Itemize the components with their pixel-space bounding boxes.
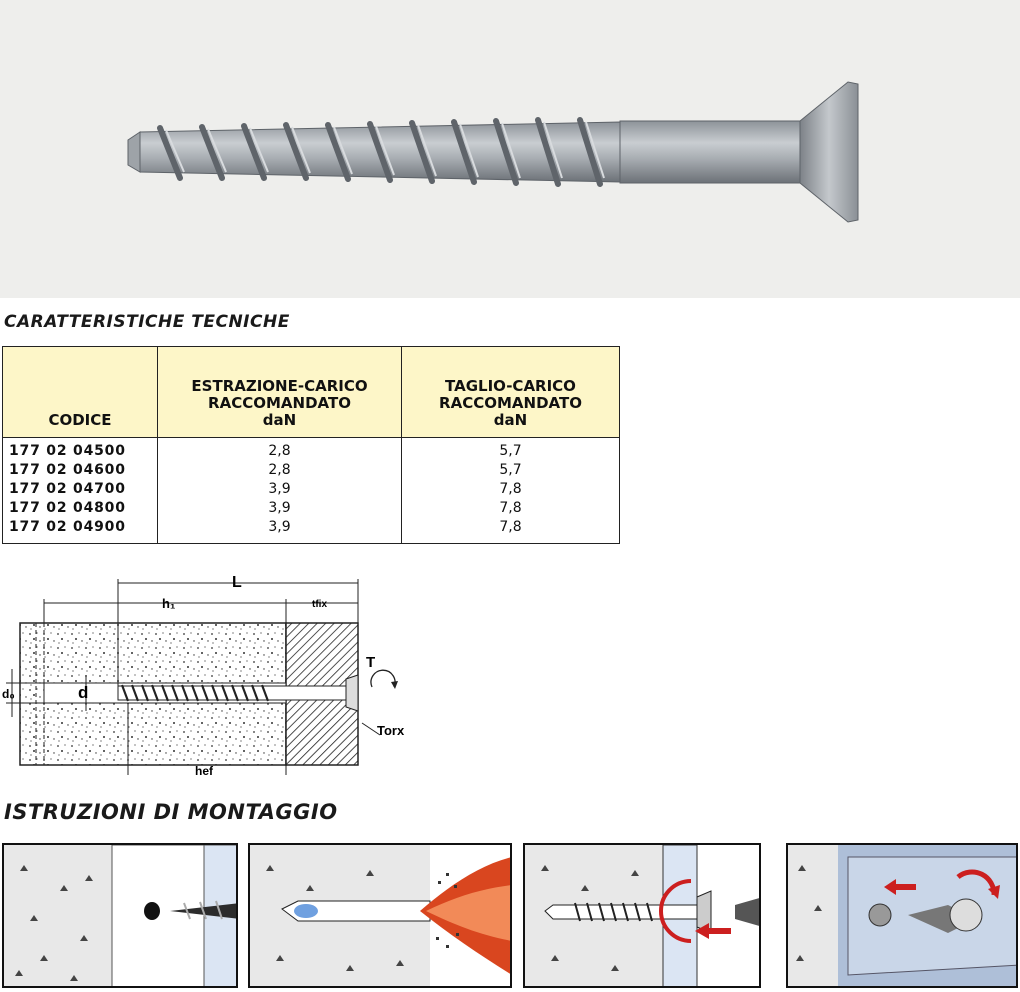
concrete-screw-image (0, 0, 1020, 298)
label-hef: hef (195, 764, 213, 775)
step-clean (248, 843, 512, 988)
code-column (3, 438, 158, 544)
fixed-step-illustration (788, 845, 1018, 988)
step-drill (2, 843, 238, 988)
specs-title: CARATTERISTICHE TECNICHE (4, 312, 290, 332)
shear-cell: 5,7 (499, 462, 522, 478)
pullout-cell: 3,9 (268, 519, 291, 535)
shear-column (402, 438, 620, 544)
label-d0: d₀ (2, 687, 15, 701)
label-d: d (78, 683, 89, 702)
label-h1: h₁ (162, 596, 176, 611)
screw-step-illustration (525, 845, 761, 988)
drill-step-illustration (4, 845, 238, 988)
label-L: L (232, 575, 242, 591)
shear-cell: 7,8 (499, 519, 522, 535)
shear-cell: 7,8 (499, 500, 522, 516)
clean-step-illustration (250, 845, 512, 988)
pullout-column (158, 438, 402, 544)
installation-diagram (0, 575, 430, 775)
label-tfix: tfix (312, 599, 327, 610)
code-cell: 177 02 04600 (9, 462, 126, 478)
label-torx: Torx (377, 723, 405, 738)
header-pullout: ESTRAZIONE-CARICO RACCOMANDATO daN (158, 347, 402, 438)
header-shear: TAGLIO-CARICO RACCOMANDATO daN (402, 347, 620, 438)
code-cell: 177 02 04500 (9, 443, 126, 459)
code-cell: 177 02 04900 (9, 519, 126, 535)
pullout-cell: 3,9 (268, 481, 291, 497)
pullout-cell: 2,8 (268, 462, 291, 478)
install-title: ISTRUZIONI DI MONTAGGIO (4, 800, 338, 824)
pullout-cell: 3,9 (268, 500, 291, 516)
label-T: T (366, 654, 376, 671)
product-photo (0, 0, 1020, 298)
specs-table (2, 346, 620, 544)
step-fixed (786, 843, 1018, 988)
pullout-cell: 2,8 (268, 443, 291, 459)
shear-cell: 5,7 (499, 443, 522, 459)
shear-cell: 7,8 (499, 481, 522, 497)
code-cell: 177 02 04800 (9, 500, 126, 516)
header-code: CODICE (3, 347, 158, 438)
code-cell: 177 02 04700 (9, 481, 126, 497)
step-screw (523, 843, 761, 988)
